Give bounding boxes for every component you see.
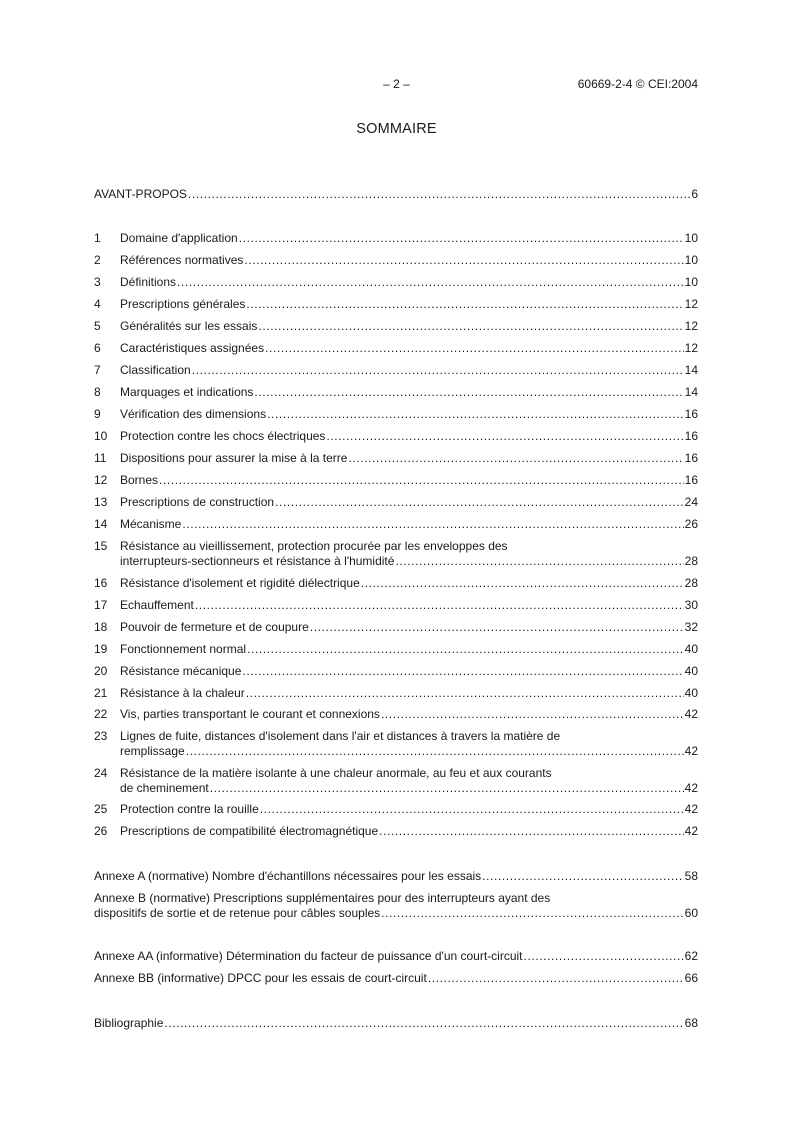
toc-entry[interactable]	[94, 766, 698, 796]
toc-entry[interactable]	[94, 297, 698, 312]
toc-entry-number: 19	[94, 642, 108, 656]
toc-entry-number: 17	[94, 598, 108, 612]
toc-entry[interactable]	[94, 187, 698, 202]
toc-leader-dots	[186, 744, 684, 759]
toc-entry-title: Marquages et indications	[120, 385, 254, 399]
toc-entry-page: 14	[684, 363, 698, 377]
toc-entry-page: 10	[684, 231, 698, 245]
toc-leader-dots	[195, 598, 684, 613]
toc-entry-page: 6	[691, 187, 698, 201]
toc-entry-page: 16	[684, 407, 698, 421]
toc-entry[interactable]	[94, 576, 698, 591]
toc-entry-number: 22	[94, 707, 108, 721]
toc-leader-dots	[244, 253, 683, 268]
toc-leader-dots	[361, 576, 684, 591]
page-title: SOMMAIRE	[356, 121, 437, 137]
toc-entry-number: 2	[94, 253, 101, 267]
toc-entry-number: 10	[94, 429, 108, 443]
toc-leader-dots	[210, 781, 684, 796]
toc-entry-title: Fonctionnement normal	[120, 642, 247, 656]
toc-leader-dots	[247, 642, 684, 657]
toc-entry[interactable]	[94, 729, 698, 759]
toc-entry-page: 16	[684, 451, 698, 465]
toc-entry-page: 58	[684, 869, 698, 883]
toc-entry-title: Protection contre la rouille	[120, 802, 259, 816]
toc-leader-dots	[239, 231, 684, 246]
toc-entry-page: 10	[684, 275, 698, 289]
toc-entry-title: Bibliographie	[94, 1016, 164, 1030]
toc-entry-number: 16	[94, 576, 108, 590]
toc-leader-dots	[177, 275, 684, 290]
toc-entry-page: 14	[684, 385, 698, 399]
toc-entry[interactable]	[94, 495, 698, 510]
toc-entry-number: 20	[94, 664, 108, 678]
toc-entry-title: Protection contre les chocs électriques	[120, 429, 326, 443]
toc-entry-page: 40	[684, 664, 698, 678]
toc-entry-title: de cheminement	[120, 781, 209, 795]
toc-leader-dots	[381, 707, 684, 722]
toc-entry-title-line1: Résistance de la matière isolante à une chaleur anormale, au feu et aux courants	[120, 766, 552, 780]
toc-entry-number: 3	[94, 275, 101, 289]
toc-leader-dots	[428, 971, 684, 986]
toc-entry[interactable]	[94, 971, 698, 986]
toc-leader-dots	[524, 949, 684, 964]
toc-entry[interactable]	[94, 598, 698, 613]
toc-entry-title: Caractéristiques assignées	[120, 341, 265, 355]
toc-entry-title: Prescriptions de construction	[120, 495, 275, 509]
toc-entry[interactable]	[94, 891, 698, 921]
toc-entry-title: Echauffement	[120, 598, 194, 612]
toc-entry-page: 12	[684, 341, 698, 355]
toc-entry[interactable]	[94, 429, 698, 444]
toc-entry-page: 30	[684, 598, 698, 612]
toc-leader-dots	[246, 686, 684, 701]
toc-entry-number: 25	[94, 802, 108, 816]
toc-entry-page: 16	[684, 429, 698, 443]
toc-entry[interactable]	[94, 869, 698, 884]
toc-entry[interactable]	[94, 275, 698, 290]
toc-entry-page: 40	[684, 642, 698, 656]
toc-entry[interactable]	[94, 686, 698, 701]
toc-entry[interactable]	[94, 802, 698, 817]
toc-entry[interactable]	[94, 620, 698, 635]
toc-entry-number: 15	[94, 539, 108, 553]
toc-entry-number: 9	[94, 407, 101, 421]
toc-leader-dots	[265, 341, 684, 356]
toc-leader-dots	[482, 869, 683, 884]
toc-entry-number: 8	[94, 385, 101, 399]
toc-entry-page: 10	[684, 253, 698, 267]
toc-entry-page: 28	[684, 576, 698, 590]
toc-entry-title: dispositifs de sortie et de retenue pour câbles souples	[94, 906, 381, 920]
toc-entry-page: 66	[684, 971, 698, 985]
toc-entry-number: 14	[94, 517, 108, 531]
toc-leader-dots	[381, 906, 683, 921]
toc-leader-dots	[267, 407, 684, 422]
toc-entry-number: 24	[94, 766, 108, 780]
toc-entry-title: Domaine d'application	[120, 231, 238, 245]
toc-entry-page: 40	[684, 686, 698, 700]
toc-entry-title: Vis, parties transportant le courant et connexions	[120, 707, 380, 721]
toc-entry-page: 16	[684, 473, 698, 487]
toc-leader-dots	[182, 517, 683, 532]
toc-entry-page: 42	[684, 802, 698, 816]
toc-entry-title: Résistance mécanique	[120, 664, 242, 678]
toc-entry-title-line1: Annexe B (normative) Prescriptions supplémentaires pour des interrupteurs ayant des	[94, 891, 551, 905]
toc-entry-title: Pouvoir de fermeture et de coupure	[120, 620, 309, 634]
toc-entry-page: 42	[684, 781, 698, 795]
toc-entry-number: 18	[94, 620, 108, 634]
toc-entry-page: 32	[684, 620, 698, 634]
toc-entry-title: Définitions	[120, 275, 177, 289]
toc-entry-title: Références normatives	[120, 253, 244, 267]
toc-entry-page: 60	[684, 906, 698, 920]
toc-entry-title-line1: Lignes de fuite, distances d'isolement dans l'air et distances à travers la matière de	[120, 729, 561, 743]
toc-entry[interactable]	[94, 253, 698, 268]
toc-entry[interactable]	[94, 341, 698, 356]
toc-entry-title: interrupteurs-sectionneurs et résistance à l'humidité	[120, 554, 395, 568]
toc-entry-title: AVANT-PROPOS	[94, 187, 187, 201]
toc-entry-page: 68	[684, 1016, 698, 1030]
toc-leader-dots	[395, 554, 683, 569]
toc-entry[interactable]	[94, 319, 698, 334]
toc-entry-title: Prescriptions de compatibilité électromagnétique	[120, 824, 379, 838]
toc-entry-number: 21	[94, 686, 108, 700]
toc-leader-dots	[326, 429, 683, 444]
toc-entry-number: 26	[94, 824, 108, 838]
toc-entry-number: 7	[94, 363, 101, 377]
toc-entry-title: Bornes	[120, 473, 159, 487]
toc-leader-dots	[254, 385, 683, 400]
toc-entry-title: Résistance d'isolement et rigidité diélectrique	[120, 576, 360, 590]
toc-entry[interactable]	[94, 517, 698, 532]
toc-entry[interactable]	[94, 707, 698, 722]
toc-entry-page: 62	[684, 949, 698, 963]
toc-entry-title: Classification	[120, 363, 191, 377]
toc-entry-title: Généralités sur les essais	[120, 319, 258, 333]
toc-entry-number: 12	[94, 473, 108, 487]
toc-leader-dots	[159, 473, 684, 488]
toc-entry[interactable]	[94, 363, 698, 378]
standard-reference: 60669-2-4 © CEI:2004	[577, 77, 698, 91]
toc-entry[interactable]	[94, 451, 698, 466]
toc-entry-page: 26	[684, 517, 698, 531]
toc-leader-dots	[348, 451, 683, 466]
toc-entry-page: 42	[684, 744, 698, 758]
toc-entry-page: 42	[684, 707, 698, 721]
toc-entry-number: 5	[94, 319, 101, 333]
toc-entry-title: Annexe BB (informative) DPCC pour les essais de court-circuit	[94, 971, 427, 985]
page-number: – 2 –	[383, 77, 410, 91]
toc-entry-page: 42	[684, 824, 698, 838]
toc-entry-title: Annexe A (normative) Nombre d'échantillons nécessaires pour les essais	[94, 869, 482, 883]
toc-entry-title: Résistance à la chaleur	[120, 686, 245, 700]
toc-entry[interactable]	[94, 949, 698, 964]
toc-leader-dots	[192, 363, 684, 378]
toc-entry-number: 13	[94, 495, 108, 509]
toc-leader-dots	[260, 802, 684, 817]
toc-entry[interactable]	[94, 385, 698, 400]
toc-entry-title: Mécanisme	[120, 517, 182, 531]
toc-entry[interactable]	[94, 642, 698, 657]
toc-leader-dots	[242, 664, 683, 679]
toc-entry-title: remplissage	[120, 744, 185, 758]
toc-entry-number: 11	[94, 451, 107, 465]
toc-leader-dots	[246, 297, 683, 312]
toc-entry[interactable]	[94, 231, 698, 246]
toc-leader-dots	[275, 495, 684, 510]
toc-entry-number: 23	[94, 729, 108, 743]
toc-entry-title: Vérification des dimensions	[120, 407, 267, 421]
toc-entry-number: 6	[94, 341, 101, 355]
toc-entry-number: 4	[94, 297, 101, 311]
toc-entry[interactable]	[94, 664, 698, 679]
toc-entry[interactable]	[94, 1016, 698, 1031]
toc-entry-page: 24	[684, 495, 698, 509]
toc-entry-number: 1	[94, 231, 101, 245]
toc-entry[interactable]	[94, 539, 698, 569]
toc-entry-page: 12	[684, 297, 698, 311]
toc-entry[interactable]	[94, 473, 698, 488]
toc-entry[interactable]	[94, 824, 698, 839]
toc-entry-page: 12	[684, 319, 698, 333]
toc-entry-title: Dispositions pour assurer la mise à la terre	[120, 451, 348, 465]
toc-leader-dots	[188, 187, 690, 202]
toc-entry-title: Prescriptions générales	[120, 297, 246, 311]
toc-entry-title: Annexe AA (informative) Détermination du facteur de puissance d'un court-circuit	[94, 949, 523, 963]
toc-entry-title-line1: Résistance au vieillissement, protection procurée par les enveloppes des	[120, 539, 508, 553]
toc-leader-dots	[379, 824, 684, 839]
toc-entry-page: 28	[684, 554, 698, 568]
toc-entry[interactable]	[94, 407, 698, 422]
toc-leader-dots	[310, 620, 684, 635]
toc-leader-dots	[258, 319, 683, 334]
toc-leader-dots	[164, 1016, 683, 1031]
